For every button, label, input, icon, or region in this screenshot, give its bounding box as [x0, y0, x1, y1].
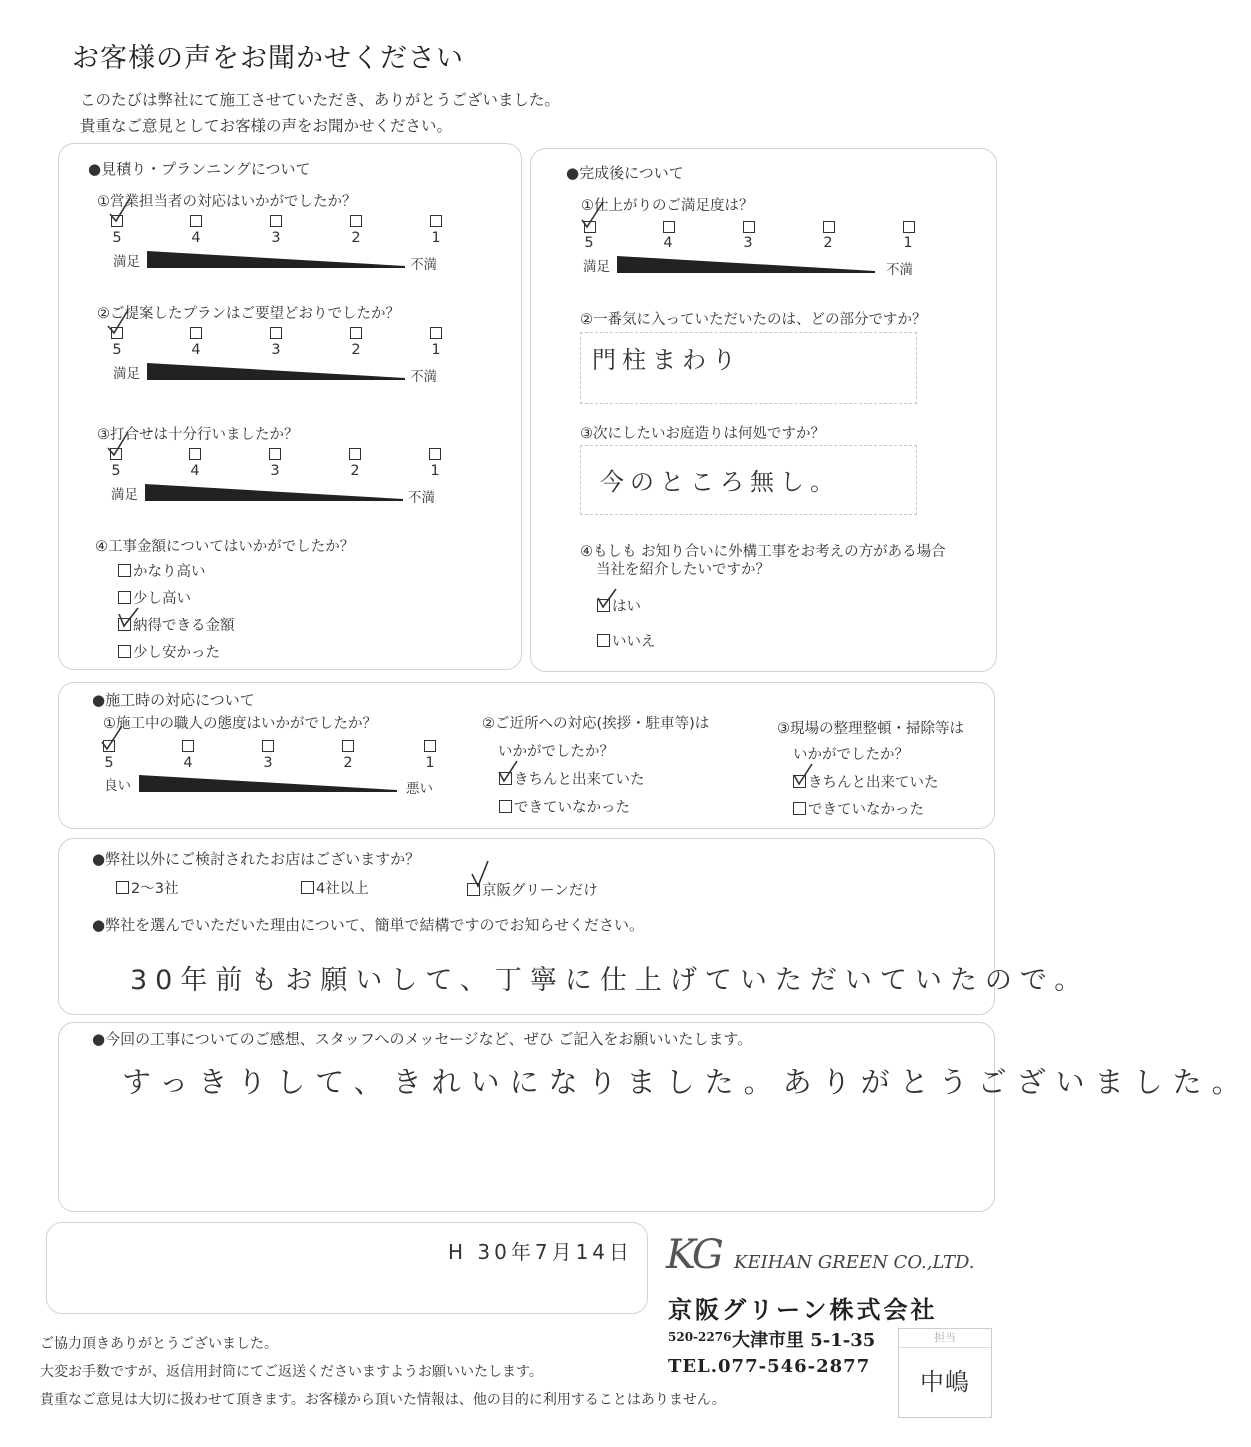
construction-q1-label: ①施工中の職人の態度はいかがでしたか？ [103, 716, 377, 732]
next-garden-answer: 今のところ無し。 [600, 468, 840, 496]
scale-number-4: 4 [663, 235, 673, 251]
intro-line-2: 貴重なご意見としてお客様の声をお聞かせください。 [80, 117, 453, 135]
rating-checkbox-1[interactable] [430, 215, 442, 227]
company-logo-mark: KG [666, 1232, 720, 1278]
scale-wedge [147, 251, 405, 269]
rating-checkbox-1[interactable] [424, 740, 436, 752]
planning-heading: ●見積り・プランニングについて [88, 160, 311, 178]
construction-heading: ●施工時の対応について [92, 691, 255, 709]
rating-checkbox-4[interactable] [190, 215, 202, 227]
footer-line-2: 大変お手数ですが、返信用封筒にてご返送くださいますようお願いいたします。 [40, 1364, 543, 1380]
footer-line-3: 貴重なご意見は大切に扱わせて頂きます。お客様から頂いた情報は、他の目的に利用することはありません。 [40, 1392, 726, 1408]
refer-option-yes[interactable]: はい [597, 595, 641, 616]
check-mark-icon [106, 196, 134, 224]
planning-q4-label: ④工事金額についてはいかがでしたか？ [95, 539, 355, 555]
intro-line-1: このたびは弊社にて施工させていただき、ありがとうございました。 [80, 91, 560, 109]
checkbox[interactable] [301, 881, 314, 894]
checkbox[interactable] [793, 802, 806, 815]
scale-number-5: 5 [112, 342, 122, 358]
planning-q1-label: ①営業担当者の対応はいかがでしたか？ [97, 194, 357, 210]
rating-checkbox-4[interactable] [182, 740, 194, 752]
impression-heading: ●今回の工事についてのご感想、スタッフへのメッセージなど、ぜひ ご記入をお願いいたします。 [92, 1030, 753, 1048]
favorite-part-answer: 門柱まわり [592, 346, 742, 374]
rating-checkbox-3[interactable] [269, 448, 281, 460]
rating-checkbox-2[interactable] [350, 327, 362, 339]
check-mark-icon [470, 860, 492, 890]
rating-checkbox-1[interactable] [903, 221, 915, 233]
planning-q3-label: ③打合せは十分行いましたか？ [97, 427, 299, 443]
scale-number-1: 1 [431, 342, 441, 358]
planning-q2-label: ②ご提案したプランはご要望どおりでしたか？ [97, 306, 400, 322]
scale-number-3: 3 [270, 463, 280, 479]
scale-number-4: 4 [191, 230, 201, 246]
scale-wedge [145, 484, 403, 502]
tidiness-option-bad[interactable]: できていなかった [793, 798, 924, 819]
scale-number-2: 2 [351, 342, 361, 358]
check-mark-icon [104, 308, 132, 336]
checkbox[interactable] [499, 800, 512, 813]
company-tel: TEL.077-546-2877 [668, 1356, 871, 1377]
company-address: 大津市里 5-1-35 [732, 1330, 876, 1351]
scale-number-4: 4 [183, 755, 193, 771]
rating-checkbox-4[interactable] [663, 221, 675, 233]
scale-number-2: 2 [351, 230, 361, 246]
price-option-reasonable[interactable]: 納得できる金額 [118, 614, 235, 635]
scale-number-1: 1 [430, 463, 440, 479]
completion-q4-label-1: ④もしも お知り合いに外構工事をお考えの方がある場合 [580, 544, 946, 560]
check-mark-icon [98, 724, 126, 752]
check-mark-icon [792, 763, 814, 787]
staff-box-label: 担当 [899, 1329, 991, 1348]
scale-label-right: 不満 [410, 257, 437, 273]
check-mark-icon [116, 606, 142, 630]
price-option-very-high[interactable]: かなり高い [118, 560, 206, 581]
check-mark-icon [104, 430, 132, 458]
scale-number-1: 1 [425, 755, 435, 771]
construction-q2-label-2: いかがでしたか？ [498, 744, 614, 760]
neighbor-option-good[interactable]: きちんと出来ていた [499, 768, 645, 789]
impression-section [58, 1022, 995, 1212]
scale-number-3: 3 [263, 755, 273, 771]
rating-checkbox-3[interactable] [270, 327, 282, 339]
company-logo-text: KEIHAN GREEN CO.,LTD. [734, 1252, 975, 1273]
reason-heading: ●弊社を選んでいただいた理由について、簡単で結構ですのでお知らせください。 [92, 916, 645, 934]
scale-number-1: 1 [903, 235, 913, 251]
other-stores-heading: ●弊社以外にご検討されたお店はございますか？ [92, 850, 421, 868]
scale-number-5: 5 [104, 755, 114, 771]
stores-option-2-3[interactable]: 2～3社 [116, 877, 178, 898]
stores-option-4-plus[interactable]: 4社以上 [301, 877, 369, 898]
impression-answer: すっきりして、きれいになりました。ありがとうございました。 [122, 1065, 1251, 1099]
scale-number-3: 3 [743, 235, 753, 251]
scale-label-right: 悪い [406, 781, 433, 797]
scale-label-left: 満足 [113, 254, 140, 270]
checkbox[interactable] [118, 564, 131, 577]
completion-q2-label: ②一番気に入っていただいたのは、どの部分ですか？ [580, 312, 927, 328]
scale-number-2: 2 [350, 463, 360, 479]
rating-checkbox-3[interactable] [270, 215, 282, 227]
staff-name: 中嶋 [920, 1368, 970, 1396]
scale-number-2: 2 [823, 235, 833, 251]
scale-number-5: 5 [584, 235, 594, 251]
rating-checkbox-4[interactable] [189, 448, 201, 460]
scale-label-left: 満足 [583, 259, 610, 275]
tidiness-option-good[interactable]: きちんと出来ていた [793, 771, 939, 792]
refer-option-no[interactable]: いいえ [597, 630, 656, 651]
scale-label-right: 不満 [886, 262, 913, 278]
completion-q4-label-2: 当社を紹介したいですか？ [596, 562, 770, 578]
rating-checkbox-2[interactable] [350, 215, 362, 227]
scale-label-left: 満足 [111, 487, 138, 503]
rating-checkbox-2[interactable] [349, 448, 361, 460]
checkbox[interactable] [118, 591, 131, 604]
reason-answer: 30年前もお願いして、丁寧に仕上げていただいていたので。 [130, 965, 1090, 996]
price-option-slightly-cheap[interactable]: 少し安かった [118, 641, 220, 662]
stores-option-keihan-only[interactable]: 京阪グリーンだけ [467, 879, 598, 900]
completion-q3-label: ③次にしたいお庭造りは何処ですか？ [580, 426, 825, 442]
checkbox[interactable] [116, 881, 129, 894]
staff-box [898, 1328, 992, 1418]
rating-checkbox-4[interactable] [190, 327, 202, 339]
company-name: 京阪グリーン株式会社 [668, 1295, 938, 1324]
scale-number-4: 4 [190, 463, 200, 479]
company-postal: 520-2276 [668, 1330, 732, 1344]
construction-q3-label-1: ③現場の整理整頓・掃除等は [777, 721, 964, 737]
checkbox[interactable] [597, 634, 610, 647]
completion-q1-label: ①仕上がりのご満足度は？ [581, 198, 754, 214]
scale-label-right: 不満 [408, 490, 435, 506]
rating-checkbox-1[interactable] [429, 448, 441, 460]
scale-wedge [139, 775, 397, 793]
check-mark-icon [578, 200, 606, 230]
scale-number-3: 3 [271, 342, 281, 358]
price-option-slightly-high[interactable]: 少し高い [118, 587, 191, 608]
scale-wedge [617, 256, 875, 274]
scale-number-1: 1 [431, 230, 441, 246]
rating-checkbox-3[interactable] [262, 740, 274, 752]
scale-label-left: 満足 [113, 366, 140, 382]
scale-number-2: 2 [343, 755, 353, 771]
check-mark-icon [497, 760, 519, 784]
scale-number-5: 5 [111, 463, 121, 479]
scale-number-5: 5 [112, 230, 122, 246]
response-date: H 30年7月14日 [448, 1240, 634, 1264]
construction-q3-label-2: いかがでしたか？ [793, 747, 909, 763]
footer-line-1: ご協力頂きありがとうございました。 [40, 1336, 278, 1352]
scale-number-4: 4 [191, 342, 201, 358]
scale-label-right: 不満 [410, 369, 437, 385]
check-mark-icon [596, 588, 618, 610]
page-title: お客様の声をお聞かせください [72, 43, 464, 74]
rating-checkbox-1[interactable] [430, 327, 442, 339]
checkbox[interactable] [118, 645, 131, 658]
scale-wedge [147, 363, 405, 381]
rating-checkbox-2[interactable] [823, 221, 835, 233]
construction-q2-label-1: ②ご近所への対応(挨拶・駐車等)は [482, 716, 710, 732]
rating-checkbox-2[interactable] [342, 740, 354, 752]
scale-number-3: 3 [271, 230, 281, 246]
completion-heading: ●完成後について [566, 164, 684, 182]
neighbor-option-bad[interactable]: できていなかった [499, 796, 630, 817]
rating-checkbox-3[interactable] [743, 221, 755, 233]
scale-label-left: 良い [104, 778, 131, 794]
